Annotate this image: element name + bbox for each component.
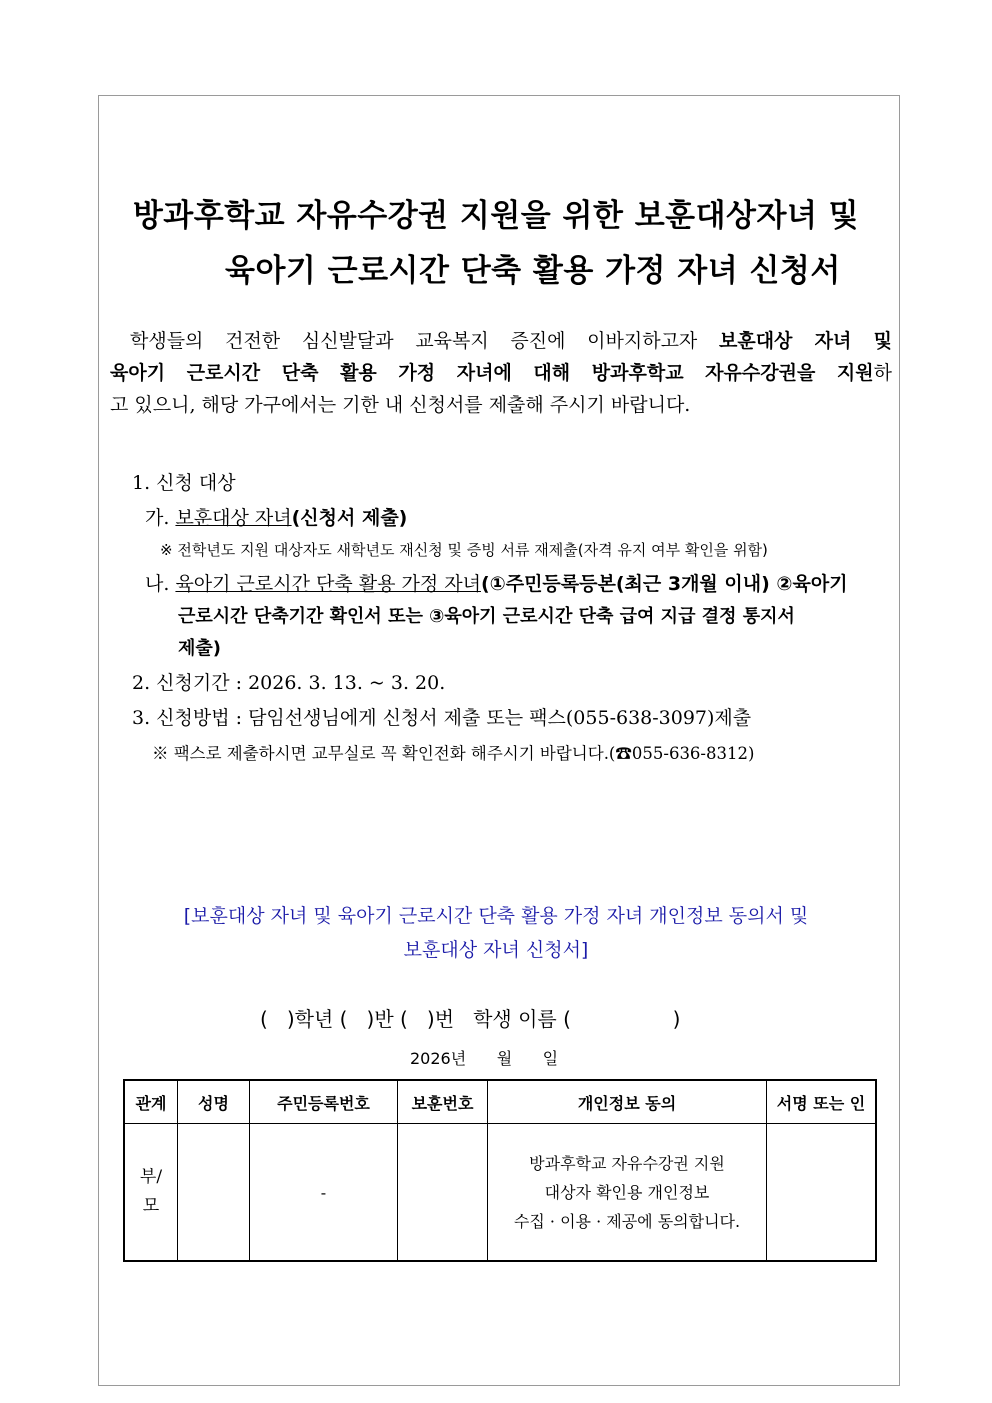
cell-signature[interactable] xyxy=(767,1124,877,1262)
relation-line-1: 부/ xyxy=(139,1167,163,1187)
item-b-prefix: 나. xyxy=(145,573,176,595)
date-line: 2026년 월 일 xyxy=(410,1049,559,1068)
page-title-line1: 방과후학교 자유수강권 지원을 위한 보훈대상자녀 및 xyxy=(132,198,860,234)
student-info-line: ( )학년 ( )반 ( )번 학생 이름 ( ) xyxy=(260,1007,681,1031)
section-1-heading: 1. 신청 대상 xyxy=(132,472,236,494)
header-signature: 서명 또는 인 xyxy=(767,1080,877,1124)
section-2-period: 2. 신청기간 : 2026. 3. 13. ~ 3. 20. xyxy=(132,672,446,694)
cell-veteran-number[interactable] xyxy=(398,1124,488,1262)
intro-text: 하 xyxy=(873,362,892,384)
consent-title-line2: 보훈대상 자녀 신청서] xyxy=(403,939,589,961)
intro-emphasis: 육아기 근로시간 단축 활용 가정 자녀에 대해 방과후학교 자유수강권을 지원 xyxy=(110,362,874,384)
consent-text-line-1: 방과후학교 자유수강권 지원 xyxy=(529,1153,725,1173)
cell-relation xyxy=(124,1124,178,1262)
item-a-docs: (신청서 제출) xyxy=(291,507,408,529)
header-name: 성명 xyxy=(178,1080,250,1124)
item-a-target: 보훈대상 자녀 xyxy=(175,507,292,529)
intro-text: 학생들의 건전한 심신발달과 교육복지 증진에 이바지하고자 xyxy=(130,330,719,352)
header-veteran-number: 보훈번호 xyxy=(398,1080,488,1124)
item-b-docs-3: 제출) xyxy=(178,638,222,659)
table-row xyxy=(124,1124,876,1262)
section-3-method: 3. 신청방법 : 담임선생님에게 신청서 제출 또는 팩스(055-638-3097)제출 xyxy=(132,707,752,729)
cell-name[interactable] xyxy=(178,1124,250,1262)
item-a xyxy=(145,503,407,530)
cell-privacy-consent xyxy=(488,1124,767,1262)
consent-text-line-2: 대상자 확인용 개인정보 xyxy=(544,1182,710,1202)
fax-note: ※ 팩스로 제출하시면 교무실로 꼭 확인전화 해주시기 바랍니다.(☎055-636-8312) xyxy=(152,744,755,763)
consent-table xyxy=(123,1079,877,1262)
table-header-row xyxy=(124,1080,876,1124)
page-title-line2: 육아기 근로시간 단축 활용 가정 자녀 신청서 xyxy=(225,253,841,289)
intro-line-1 xyxy=(110,325,892,357)
intro-line-3: 고 있으니, 해당 가구에서는 기한 내 신청서를 제출해 주시기 바랍니다. xyxy=(110,394,691,416)
item-a-note: ※ 전학년도 지원 대상자도 새학년도 재신청 및 증빙 서류 재제출(자격 유지 여부 확인을 위함) xyxy=(160,541,768,559)
cell-resident-id[interactable] xyxy=(250,1124,398,1262)
item-b xyxy=(145,569,848,596)
intro-emphasis: 보훈대상 자녀 및 xyxy=(718,330,892,352)
header-resident-id: 주민등록번호 xyxy=(250,1080,398,1124)
item-b-target: 육아기 근로시간 단축 활용 가정 자녀 xyxy=(175,573,481,595)
relation-line-2: 모 xyxy=(142,1196,160,1216)
consent-title-line1: [보훈대상 자녀 및 육아기 근로시간 단축 활용 가정 자녀 개인정보 동의서 및 xyxy=(183,905,809,927)
item-b-docs-2: 근로시간 단축기간 확인서 또는 ③육아기 근로시간 단축 급여 지급 결정 통지서 xyxy=(178,606,795,627)
item-a-prefix: 가. xyxy=(145,507,176,529)
consent-text-line-3: 수집 · 이용 · 제공에 동의합니다. xyxy=(513,1211,741,1231)
intro-paragraph xyxy=(110,325,892,421)
header-privacy-consent: 개인정보 동의 xyxy=(488,1080,767,1124)
resident-id-dash: - xyxy=(320,1182,327,1202)
intro-line-2 xyxy=(110,357,892,389)
item-b-docs-1: (①주민등록등본(최근 3개월 이내) ②육아기 xyxy=(480,573,848,595)
header-relation: 관계 xyxy=(124,1080,178,1124)
